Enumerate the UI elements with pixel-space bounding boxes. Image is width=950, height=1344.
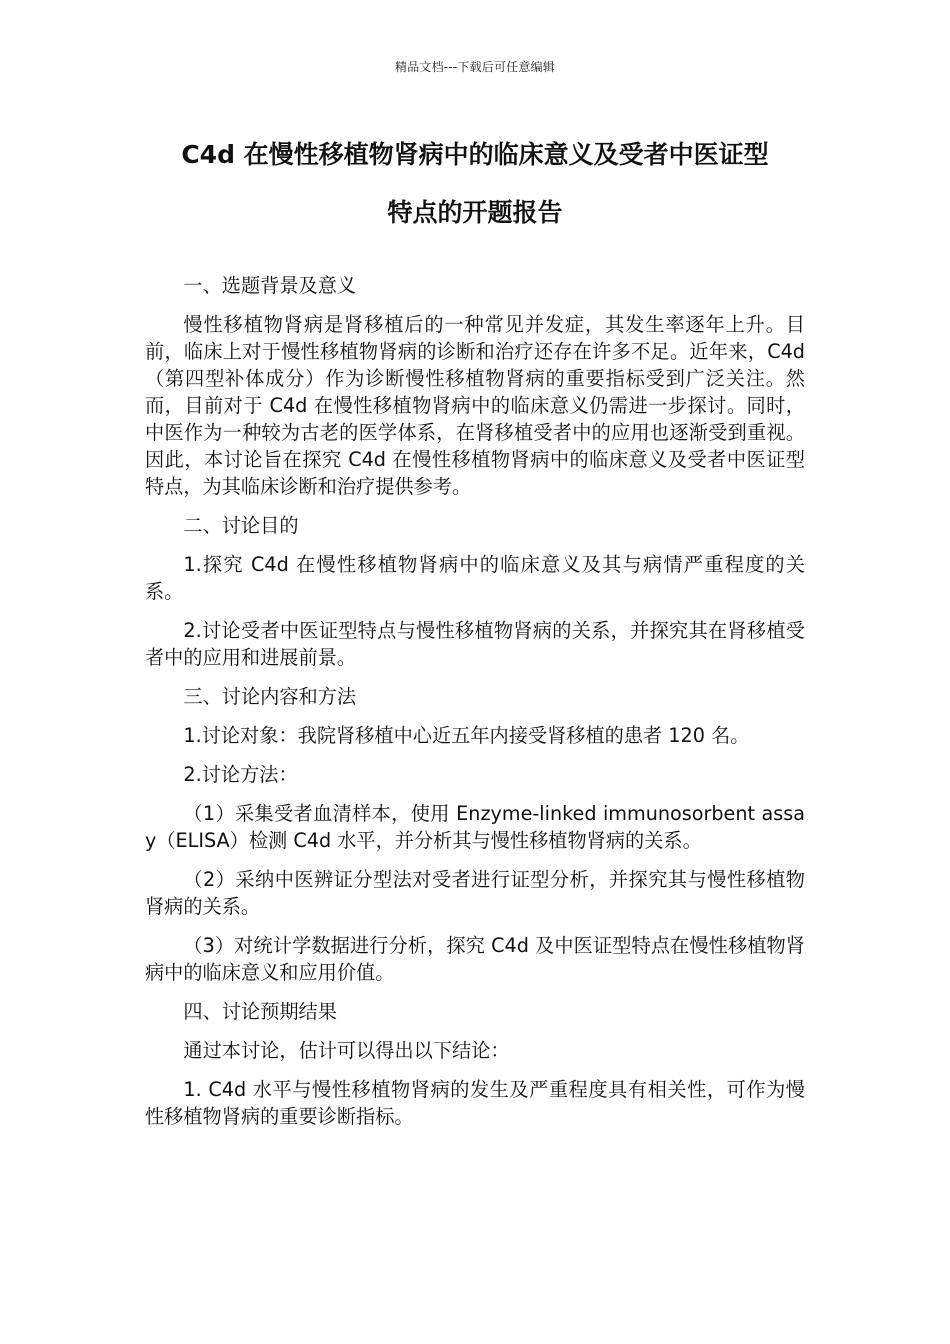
objective-item-1: 1.探究 C4d 在慢性移植物肾病中的临床意义及其与病情严重程度的关系。 — [145, 553, 805, 603]
section-heading-objectives: 二、讨论目的 — [183, 514, 299, 537]
section-heading-background: 一、选题背景及意义 — [183, 274, 357, 297]
method-step-2: （2）采纳中医辨证分型法对受者进行证型分析，并探究其与慢性移植物肾病的关系。 — [145, 868, 805, 918]
section-heading-expected-results: 四、讨论预期结果 — [183, 1000, 337, 1023]
section-heading-methods: 三、讨论内容和方法 — [183, 685, 357, 708]
background-paragraph: 慢性移植物肾病是肾移植后的一种常见并发症，其发生率逐年上升。目前，临床上对于慢性移植物肾病的诊断和治疗还存在许多不足。近年来，C4d（第四型补体成分）作为诊断慢性移植物肾病的重要指标受到广泛关注。然而，目前对于 C4d 在慢性移植物肾病中的临床意义仍需进一步探讨。同时，中医作为一种较为古老的医学体系，在肾移植受者中的应用也逐渐受到重视。因此，本讨论旨在探究 C4d 在慢性移植物肾病中的临床意义及受者中医证型特点，为其临床诊断和治疗提供参考。 — [145, 313, 805, 498]
expected-result-item-1: 1. C4d 水平与慢性移植物肾病的发生及严重程度具有相关性，可作为慢性移植物肾病的重要诊断指标。 — [145, 1078, 805, 1128]
objective-item-2: 2.讨论受者中医证型特点与慢性移植物肾病的关系，并探究其在肾移植受者中的应用和进展前景。 — [145, 619, 805, 669]
method-step-3: （3）对统计学数据进行分析，探究 C4d 及中医证型特点在慢性移植物肾病中的临床意义和应用价值。 — [145, 934, 805, 984]
document-title-line-1: C4d 在慢性移植物肾病中的临床意义及受者中医证型 — [181, 140, 769, 169]
document-title-line-2: 特点的开题报告 — [387, 198, 563, 227]
methods-item-1: 1.讨论对象：我院肾移植中心近五年内接受肾移植的患者 120 名。 — [183, 724, 750, 747]
method-step-1: （1）采集受者血清样本，使用 Enzyme-linked immunosorbent assay（ELISA）检测 C4d 水平，并分析其与慢性移植物肾病的关系。 — [145, 802, 805, 852]
expected-results-intro: 通过本讨论，估计可以得出以下结论： — [183, 1039, 510, 1062]
document-body — [145, 272, 805, 1142]
page-header: 精品文档---下载后可任意编辑 — [395, 60, 555, 74]
methods-item-2: 2.讨论方法： — [183, 763, 298, 786]
